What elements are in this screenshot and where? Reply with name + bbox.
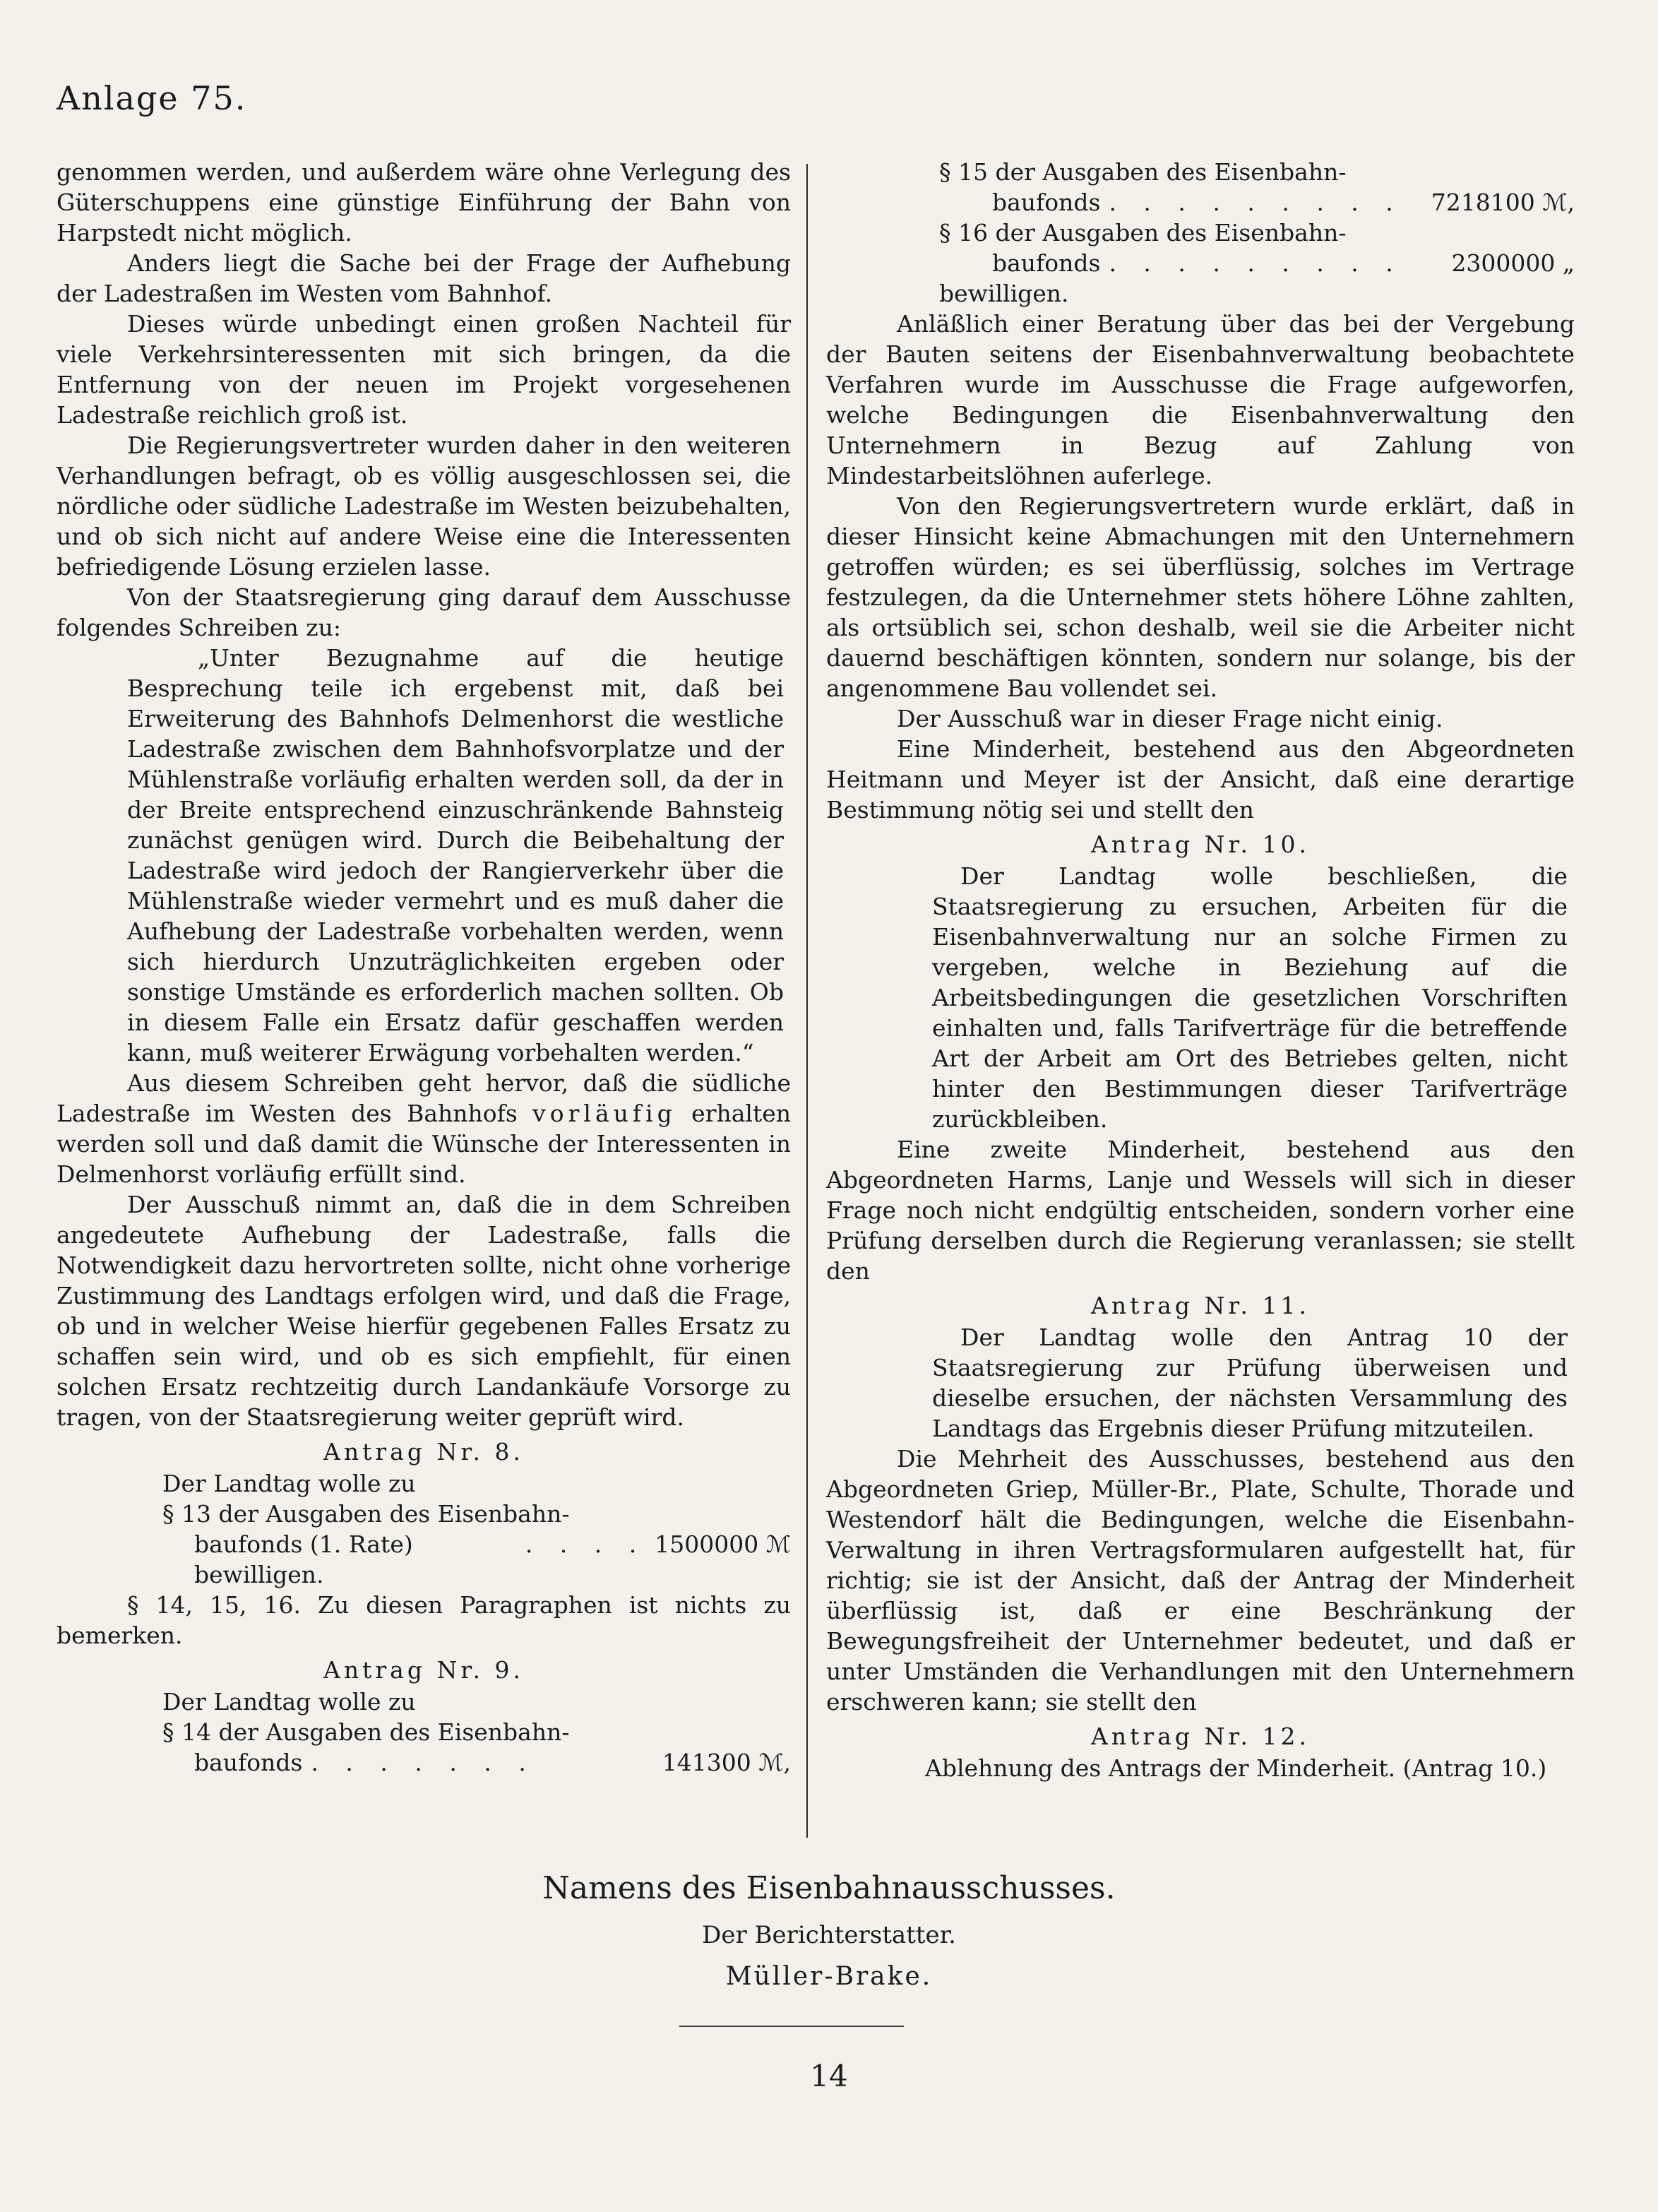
antrag-heading: Antrag Nr. 12. [1091,1723,1310,1750]
budget-item-label: baufonds (1. Rate) [194,1530,413,1558]
budget-item-title: § 15 der Ausgaben des Eisenbahn- [939,158,1347,186]
budget-item-label: baufonds [992,249,1101,277]
leader-dots: . . . . [525,1530,647,1558]
budget-item-row [826,187,1575,218]
antrag-heading: Antrag Nr. 8. [323,1438,524,1465]
emphasis-text: vorläufig [532,1100,676,1127]
antrag-heading: Antrag Nr. 10. [1091,831,1310,858]
leader-dots: . . . . . . . . . [1109,189,1403,216]
budget-item-row [56,1747,791,1778]
motion-intro: Der Landtag wolle zu [162,1688,416,1716]
signature-name: Müller-Brake. [725,1962,933,1991]
paragraph: Eine zweite Minderheit, bestehend aus den Abgeordneten Harms, Lanje und Wessels will sich in dieser Frage noch nicht endgültig entscheiden, sondern vorher eine Prüfung derselben durch die Regierung veranlassen; sie stellt den [826,1136,1575,1285]
budget-amount: 1500000 ℳ [655,1530,791,1558]
paragraph: Von den Regierungsvertretern wurde erklärt, daß in dieser Hinsicht keine Abmachungen mit den Unternehmern getroffen würden; es sei überflüssig, solches im Vertrage festzulegen, da die Unternehmer stets höhere Löhne zahlten, als ortsüblich sei, schon deshalb, weil sie die Arbeiter nicht dauernd beschäftigen könnten, sondern nur solange, bis der angenommene Bau vollendet sei. [826,492,1575,702]
paragraph: Anläßlich einer Beratung über das bei der Vergebung der Bauten seitens der Eisenbahnverwaltung beobachtete Verfahren wurde im Ausschusse die Frage aufgeworfen, welche Bedingungen die Eisenbahnverwaltung den Unternehmern in Bezug auf Zahlung von Mindestarbeitslöhnen auferlege. [826,310,1575,489]
budget-amount: 2300000 „ [1451,249,1575,277]
paragraph: Von der Staatsregierung ging darauf dem Ausschusse folgendes Schreiben zu: [56,583,791,641]
motion-verb: bewilligen. [939,280,1069,307]
signature-role: Der Berichterstatter. [702,1921,956,1949]
column-divider [806,164,808,1838]
budget-amount: 141300 ℳ, [662,1749,791,1776]
page-number: 14 [810,2059,848,2093]
paragraph: Der Ausschuß war in dieser Frage nicht einig. [897,705,1443,732]
budget-item-label: baufonds [194,1749,303,1776]
motion-text: Ablehnung des Antrags der Minderheit. (Antrag 10.) [925,1754,1547,1782]
paragraph: Die Regierungsvertreter wurden daher in den weiteren Verhandlungen befragt, ob es völlig ausgeschlossen sei, die nördliche oder südliche Ladestraße im Westen beizubehalten, und ob sich nicht auf andere Weise eine die Interessenten befriedigende Lösung erzielen lasse. [56,432,791,581]
paragraph: Anders liegt die Sache bei der Frage der Aufhebung der Ladestraßen im Westen vom Bahnhof. [56,249,791,307]
paragraph: Der Ausschuß nimmt an, daß die in dem Schreiben angedeutete Aufhebung der Ladestraße, falls die Notwendigkeit dazu hervortreten sollte, nicht ohne vorherige Zustimmung des Landtags erfolgen wird, und daß die Frage, ob und in welcher Weise hierfür gegebenen Falles Ersatz zu schaffen sein wird, und ob es sich empfiehlt, für einen solchen Ersatz rechtzeitig durch Landankäufe Vorsorge zu tragen, von der Staatsregierung weiter geprüft wird. [56,1191,791,1431]
leader-dots: . . . . . . . . . [1109,249,1403,277]
signature-title: Namens des Eisenbahnausschusses. [542,1870,1116,1906]
paragraph: § 14, 15, 16. Zu diesen Paragraphen ist nichts zu bemerken. [56,1591,791,1649]
page-header: Anlage 75. [56,79,247,117]
budget-item-row [826,248,1575,278]
antrag-heading: Antrag Nr. 11. [1091,1292,1310,1319]
signature-rule [679,2026,904,2027]
budget-item-row [56,1529,791,1559]
paragraph: genommen werden, und außerdem wäre ohne Verlegung des Güterschuppens eine günstige Einführung der Bahn von Harpstedt nicht möglich. [56,158,791,246]
paragraph: Eine Minderheit, bestehend aus den Abgeordneten Heitmann und Meyer ist der Ansicht, daß eine derartige Bestimmung nötig sei und stellt den [826,735,1575,823]
budget-amount: 7218100 ℳ, [1431,189,1575,216]
right-column [826,157,1575,1783]
antrag-heading: Antrag Nr. 9. [323,1656,524,1684]
paragraph: Die Mehrheit des Ausschusses, bestehend aus den Abgeordneten Griep, Müller-Br., Plate, Schulte, Thorade und Westendorf hält die Bedingungen, welche die Eisenbahn-Verwaltung in ihren Vertragsformularen aufgestellt hat, für richtig; sie ist der Ansicht, daß der Antrag der Minderheit überflüssig ist, daß er eine Beschränkung der Bewegungsfreiheit der Unternehmer bedeutet, und daß er unter Umständen die Verhandlungen mit den Unternehmern erschweren kann; sie stellt den [826,1445,1575,1716]
budget-item-title: § 16 der Ausgaben des Eisenbahn- [939,219,1347,246]
left-column [56,157,791,1778]
motion-text: Der Landtag wolle den Antrag 10 der Staatsregierung zur Prüfung überweisen und dieselbe ersuchen, der nächsten Versammlung des Landtags das Ergebnis dieser Prüfung mitzuteilen. [932,1324,1568,1442]
paragraph [56,1068,791,1189]
budget-item-title: § 14 der Ausgaben des Eisenbahn- [162,1718,570,1746]
motion-intro: Der Landtag wolle zu [162,1470,416,1497]
paragraph-text: Aus diesem Schreiben geht hervor, daß die südliche Ladestraße im Westen des Bahnhofs [56,1069,791,1127]
quoted-letter: „Unter Bezugnahme auf die heutige Besprechung teile ich ergebenst mit, daß bei Erweiterung des Bahnhofs Delmenhorst die westliche Ladestraße zwischen dem Bahnhofsvorplatze und der Mühlenstraße vorläufig erhalten werden soll, da der in der Breite entsprechend einzuschränkende Bahnsteig zunächst genügen wird. Durch die Beibehaltung der Ladestraße wird jedoch der Rangierverkehr über die Mühlenstraße wieder vermehrt und es muß daher die Aufhebung der Ladestraße vorbehalten werden, wenn sich hierdurch Unzuträglichkeiten ergeben oder sonstige Umstände es erforderlich machen sollten. Ob in diesem Falle ein Ersatz dafür geschaffen werden kann, muß weiterer Erwägung vorbehalten werden.“ [127,644,784,1066]
budget-item-label: baufonds [992,189,1101,216]
leader-dots: . . . . . . . [311,1749,536,1776]
motion-text: Der Landtag wolle beschließen, die Staatsregierung zu ersuchen, Arbeiten für die Eisenbahnverwaltung nur an solche Firmen zu vergeben, welche in Beziehung auf die Arbeitsbedingungen die gesetzlichen Vorschriften einhalten und, falls Tarifverträge für die betreffende Art der Arbeit am Ort des Betriebes gelten, nicht hinter den Bestimmungen dieser Tarifverträge zurückbleiben. [932,862,1568,1133]
paragraph: Dieses würde unbedingt einen großen Nachteil für viele Verkehrsinteressenten mit sich bringen, da die Entfernung von der neuen im Projekt vorgesehenen Ladestraße reichlich groß ist. [56,310,791,429]
paragraph-text: erhalten werden soll und daß damit die Wünsche der Interessenten in Delmenhorst vorläufig erfüllt sind. [56,1100,792,1188]
budget-item-title: § 13 der Ausgaben des Eisenbahn- [162,1500,570,1528]
motion-verb: bewilligen. [194,1561,324,1588]
